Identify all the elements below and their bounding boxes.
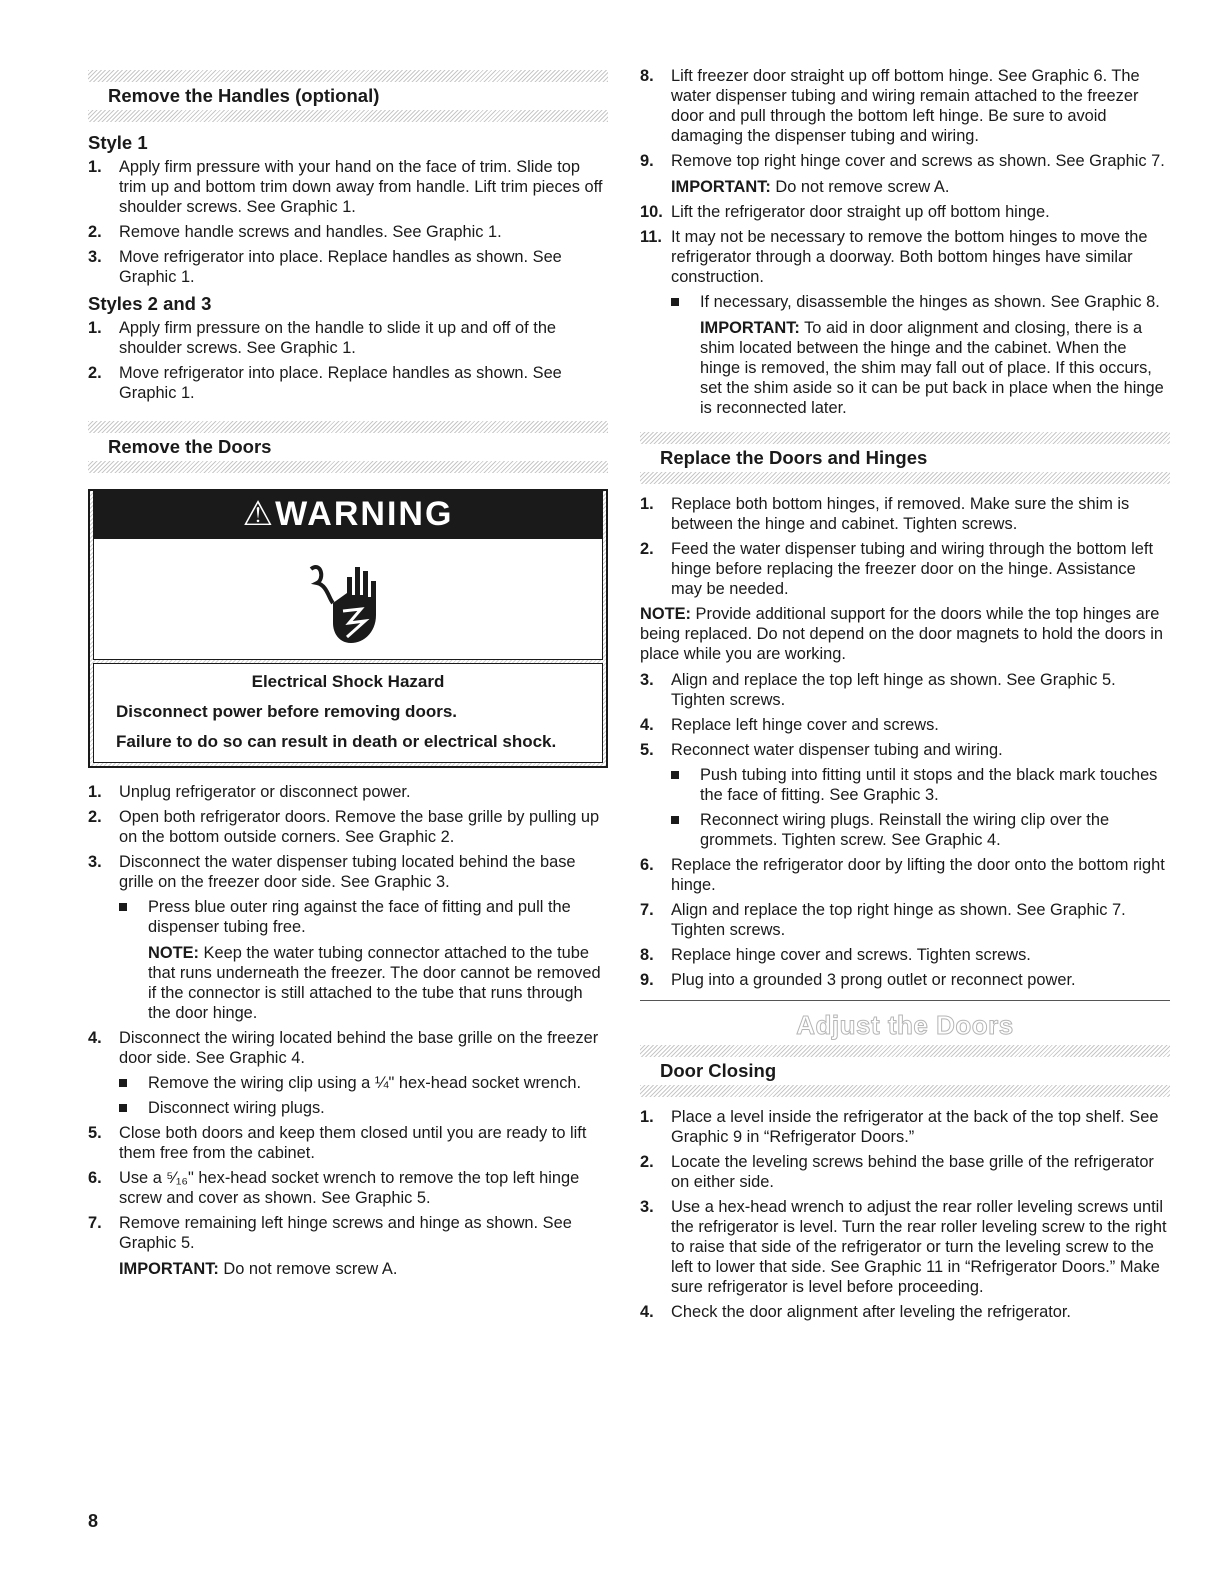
- list-item: 1. Replace both bottom hinges, if removed. Make sure the shim is between the hinge and cabinet. Tighten screws.: [640, 495, 1130, 533]
- list-item: 1. Place a level inside the refrigerator at the back of the top shelf. See Graphic 9 in “Refrigerator Doors.”: [640, 1108, 1159, 1146]
- list-item: 7. Remove remaining left hinge screws and hinge as shown. See Graphic 5. IMPORTANT: Do not remove screw A.: [88, 1213, 608, 1279]
- list-item: 8. Replace hinge cover and screws. Tighten screws.: [640, 946, 1031, 964]
- doors-title: Remove the Doors: [108, 436, 272, 457]
- warning-text-panel: [93, 663, 603, 763]
- list-item: 3. Align and replace the top left hinge as shown. See Graphic 5. Tighten screws.: [640, 671, 1116, 709]
- bullet-item: Reconnect wiring plugs. Reinstall the wiring clip over the grommets. Tighten screw. See Graphic 4.: [671, 810, 1170, 850]
- list-item: 6. Replace the refrigerator door by lifting the door onto the bottom right hinge.: [640, 856, 1165, 894]
- electrical-shock-hand-icon: [303, 549, 393, 649]
- remove-doors-steps-continued: [640, 66, 1170, 418]
- list-item: 2. Feed the water dispenser tubing and wiring through the bottom left hinge before replacing the freezer door on the hinge. Assistance may be needed.: [640, 540, 1153, 598]
- style23-label: Styles 2 and 3: [88, 293, 212, 314]
- list-item: 4. Disconnect the wiring located behind the base grille on the freezer door side. See Graphic 4. Remove the wiring clip using a ¼" hex-head socket wrench. Disconnect wiring plugs.: [88, 1028, 608, 1118]
- replace-title: Replace the Doors and Hinges: [660, 447, 928, 468]
- list-item: 8. Lift freezer door straight up off bottom hinge. See Graphic 6. The water dispenser tubing and wiring remain attached to the freezer door and pull through the bottom left hinge. Be sure to avoid damaging the dispenser tubing and wiring.: [640, 67, 1140, 145]
- warning-pictogram: [93, 538, 603, 660]
- list-item: 3. Disconnect the water dispenser tubing located behind the base grille on the freezer door side. See Graphic 3. Press blue outer ring against the face of fitting and pull the dispenser tubing free. NOTE: Keep the water tubing connector attached to the tube that runs underneath the freezer. The door cannot be removed if the connector is still attached to the tube that runs through the door hinge.: [88, 852, 608, 1023]
- list-item: 10. Lift the refrigerator door straight up off bottom hinge.: [640, 203, 1050, 221]
- bullet-item: Press blue outer ring against the face of fitting and pull the dispenser tubing free. NOTE: Keep the water tubing connector attached to the tube that runs underneath the freezer. The door cannot be removed if the connector is still attached to the tube that runs through the door hinge.: [119, 897, 608, 1023]
- right-column: [640, 66, 1170, 1327]
- list-item: 3. Move refrigerator into place. Replace handles as shown. See Graphic 1.: [88, 248, 562, 286]
- list-item: 2. Remove handle screws and handles. See Graphic 1.: [88, 223, 502, 241]
- list-item: 5. Close both doors and keep them closed until you are ready to lift them free from the cabinet.: [88, 1124, 587, 1162]
- left-column: [88, 62, 608, 1284]
- list-item: 6. Use a ⁵⁄₁₆" hex-head socket wrench to remove the top left hinge screw and cover as shown. See Graphic 5.: [88, 1169, 580, 1207]
- list-item: 5. Reconnect water dispenser tubing and wiring. Push tubing into fitting until it stops and the black mark touches the face of fitting. See Graphic 3. Reconnect wiring plugs. Reinstall the wiring clip over the grommets. Tighten screw. See Graphic 4.: [640, 740, 1170, 850]
- bullet-item: Push tubing into fitting until it stops and the black mark touches the face of fitting. See Graphic 3.: [671, 765, 1170, 805]
- style23-steps: [88, 318, 608, 403]
- list-item: 9. Plug into a grounded 3 prong outlet or reconnect power.: [640, 971, 1076, 989]
- handles-title: Remove the Handles (optional): [108, 85, 380, 106]
- style1-steps: [88, 157, 608, 287]
- replace-section-header: [640, 432, 1170, 484]
- replace-steps-b: [640, 670, 1170, 990]
- adjust-doors-heading: Adjust the Doors: [796, 1010, 1014, 1040]
- list-item: 4. Replace left hinge cover and screws.: [640, 716, 939, 734]
- replace-note: NOTE: Provide additional support for the doors while the top hinges are being replaced. Do not depend on the door magnets to hold the doors in place while you are working.: [640, 605, 1164, 663]
- warning-line-1: Disconnect power before removing doors.: [116, 702, 458, 721]
- door-closing-steps: [640, 1107, 1170, 1322]
- bullet-item: Disconnect wiring plugs.: [119, 1098, 608, 1118]
- doors-section-header: [88, 421, 608, 473]
- list-item: 2. Locate the leveling screws behind the base grille of the refrigerator on either side.: [640, 1153, 1154, 1191]
- warning-hazard: Electrical Shock Hazard: [251, 672, 445, 691]
- remove-doors-steps: [88, 782, 608, 1279]
- style1-label: Style 1: [88, 132, 148, 153]
- important-note: IMPORTANT: Do not remove screw A.: [671, 178, 950, 196]
- important-note: IMPORTANT: To aid in door alignment and closing, there is a shim located between the hinge and the cabinet. When the hinge is removed, the shim may fall out of place. If this occurs, set the shim aside so it can be put back in place when the hinge is reconnected later.: [700, 319, 1164, 417]
- list-item: 2. Open both refrigerator doors. Remove the base grille by pulling up on the bottom outside corners. See Graphic 2.: [88, 808, 600, 846]
- important-note: IMPORTANT: Do not remove screw A.: [119, 1260, 398, 1278]
- list-item: 2. Move refrigerator into place. Replace handles as shown. See Graphic 1.: [88, 364, 562, 402]
- warning-box: [88, 489, 608, 768]
- page-number: 8: [88, 1511, 99, 1531]
- handles-section-header: [88, 70, 608, 122]
- divider: [640, 1000, 1170, 1001]
- list-item: 3. Use a hex-head wrench to adjust the rear roller leveling screws until the refrigerator is level. Turn the rear roller leveling screw to the right to raise that side of the refrigerator or turn the leveling screw to the left to lower that side. See Graphic 11 in “Refrigerator Doors.” Make sure refrigerator is level before proceeding.: [640, 1198, 1167, 1296]
- list-item: 9. Remove top right hinge cover and screws as shown. See Graphic 7. IMPORTANT: Do not remove screw A.: [640, 151, 1170, 197]
- list-item: 7. Align and replace the top right hinge as shown. See Graphic 7. Tighten screws.: [640, 901, 1126, 939]
- door-closing-title: Door Closing: [660, 1060, 777, 1081]
- list-item: 11. It may not be necessary to remove the bottom hinges to move the refrigerator through a doorway. Both bottom hinges have similar construction. If necessary, disassemble the hinges as shown. See Graphic 8. IMPORTANT: To aid in door alignment and closing, there is a shim located between the hinge and the cabinet. When the hinge is removed, the shim may fall out of place. If this occurs, set the shim aside so it can be put back in place when the hinge is reconnected later.: [640, 227, 1170, 418]
- warning-line-2: Failure to do so can result in death or electrical shock.: [116, 732, 557, 751]
- note: NOTE: Keep the water tubing connector attached to the tube that runs underneath the freezer. The door cannot be removed if the connector is still attached to the tube that runs through the door hinge.: [148, 944, 601, 1022]
- list-item: 1. Unplug refrigerator or disconnect power.: [88, 783, 411, 801]
- door-closing-header: [640, 1045, 1170, 1097]
- replace-steps-a: [640, 494, 1170, 599]
- list-item: 4. Check the door alignment after leveling the refrigerator.: [640, 1303, 1071, 1321]
- list-item: 1. Apply firm pressure with your hand on the face of trim. Slide top trim up and bottom trim down away from handle. Lift trim pieces off shoulder screws. See Graphic 1.: [88, 158, 603, 216]
- bullet-item: Remove the wiring clip using a ¼" hex-head socket wrench.: [119, 1073, 608, 1093]
- warning-heading: ⚠WARNING: [93, 491, 603, 538]
- list-item: 1. Apply firm pressure on the handle to slide it up and off of the shoulder screws. See Graphic 1.: [88, 319, 557, 357]
- bullet-item: If necessary, disassemble the hinges as shown. See Graphic 8. IMPORTANT: To aid in door alignment and closing, there is a shim located between the hinge and the cabinet. When the hinge is removed, the shim may fall out of place. If this occurs, set the shim aside so it can be put back in place when the hinge is reconnected later.: [671, 292, 1170, 418]
